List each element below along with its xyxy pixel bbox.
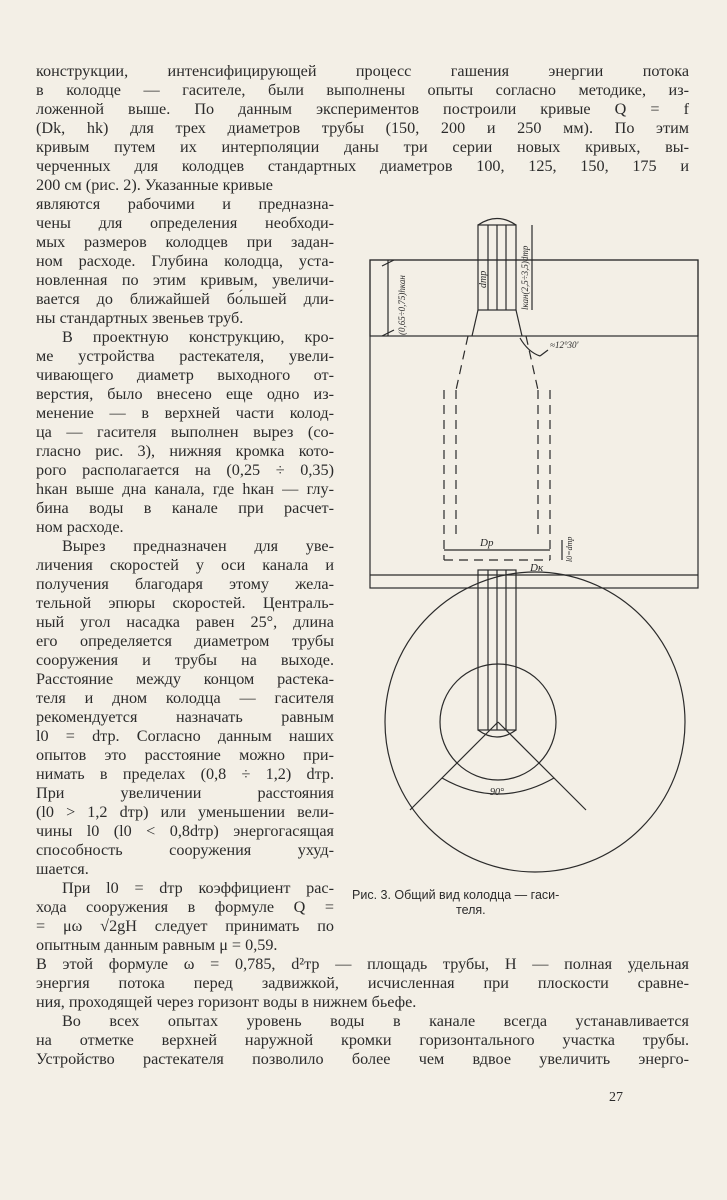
well-drawing (350, 210, 720, 880)
text-line: хода сооружения в формуле Q = (36, 898, 334, 916)
text-line: рекомендуется назначать равным (36, 708, 334, 726)
angle-90-label: 90° (490, 787, 504, 798)
text-line: опытов это расстояние можно при- (36, 746, 334, 764)
text-line: ны стандартных звеньев труб. (36, 309, 244, 327)
text-line: являются рабочими и предназна- (36, 195, 334, 213)
text-line: = μω √2gH следует принимать по (36, 917, 334, 935)
text-line: личения скоростей у оси канала и (36, 556, 334, 574)
text-line: сооружения и трубы на выходе. (36, 651, 334, 669)
text-line: верстия, было внесено еще одно из- (36, 385, 334, 403)
text-line: чины l0 (l0 < 0,8dтр) энергогасящая (36, 822, 334, 840)
text-line: кривым путем их интерполяции даны три серии новых кривых, вы- (36, 138, 689, 156)
right-dim-label: lкан(2,5÷3,5)dтр (520, 245, 530, 310)
text-line: вается до ближайшей бо́льшей дли- (36, 290, 334, 308)
text-line: его определяется диаметром трубы (36, 632, 334, 650)
text-line: В этой формуле ω = 0,785, d²тр — площадь трубы, H — полная удельная (36, 955, 689, 973)
figure-3-well-diagram (350, 210, 720, 880)
text-line: в колодце — гасителе, были выполнены опыты согласно методике, из- (36, 81, 689, 99)
text-line: бина воды в канале при расчет- (36, 499, 334, 517)
text-line: рого располагается на (0,25 ÷ 0,35) (36, 461, 334, 479)
text-line: чивающего диаметр выходного от- (36, 366, 334, 384)
text-line: на отметке верхней наружной кромки горизонтального участка трубы. (36, 1031, 689, 1049)
caption-line: теля. (456, 903, 486, 917)
l0-label: l0=dтр (565, 536, 574, 562)
pipe-diameter-label: dтр (478, 270, 489, 288)
text-line: ный угол насадка равен 25°, длина (36, 613, 334, 631)
text-line: При увеличении расстояния (36, 784, 334, 802)
channel-outline (370, 260, 698, 588)
text-line: Вырез предназначен для уве- (62, 537, 334, 555)
text-line: способность сооружения ухуд- (36, 841, 334, 859)
angle-label: ≈12°30' (550, 340, 579, 350)
text-line: теля и дном колодца — гасителя (36, 689, 334, 707)
text-line: (Dk, hk) для трех диаметров трубы (150, 200 и 250 мм). По этим (36, 119, 689, 137)
text-line: новленная по этим кривым, увеличи- (36, 271, 334, 289)
text-line: опытным данным равным μ = 0,59. (36, 936, 278, 954)
figure-caption (352, 888, 622, 918)
text-line: ном расходе. Глубина колодца, уста- (36, 252, 334, 270)
text-line: энергия потока перед задвижкой, исчисленная при плоскости сравне- (36, 974, 689, 992)
text-line: Устройство растекателя позволило более чем вдвое увеличить энерго- (36, 1050, 689, 1068)
text-line: черченных для колодцев стандартных диаметров 100, 125, 150, 175 и (36, 157, 689, 175)
text-line: ме устройства растекателя, увели- (36, 347, 334, 365)
text-line: (l0 > 1,2 dтр) или уменьшении вели- (36, 803, 334, 821)
dk-label: Dк (530, 562, 544, 574)
text-line: менение — в верхней части колод- (36, 404, 334, 422)
text-line: мых размеров колодцев при задан- (36, 233, 334, 251)
text-line: 200 см (рис. 2). Указанные кривые (36, 176, 273, 194)
well-plan-outer-circle (385, 572, 685, 872)
top-block (370, 260, 698, 336)
text-line: ца — гасителя выполнен вырез (со- (36, 423, 334, 441)
text-line: hкан выше дна канала, где hкан — глу- (36, 480, 334, 498)
page-number: 27 (609, 1090, 623, 1105)
dp-label: Dр (480, 537, 494, 549)
text-line: тельной эпюры скоростей. Централь- (36, 594, 334, 612)
caption-line: Рис. 3. Общий вид колодца — гаси- (352, 888, 560, 902)
text-line: Во всех опытах уровень воды в канале всегда устанавливается (62, 1012, 689, 1030)
text-line: гласно рис. 3), нижняя кромка кото- (36, 442, 334, 460)
text-line: чены для определения необходи- (36, 214, 334, 232)
top-paragraph (36, 62, 689, 195)
text-line: ном расходе. (36, 518, 124, 536)
text-line: В проектную конструкцию, кро- (62, 328, 334, 346)
text-line: шается. (36, 860, 89, 878)
left-dim-label: (0,65÷0,75)hкан (397, 275, 407, 335)
text-line: l0 = dтр. Согласно данным наших (36, 727, 334, 745)
text-line: получения благодаря этому жела- (36, 575, 334, 593)
text-line: Расстояние между концом растека- (36, 670, 334, 688)
text-line: конструкции, интенсифицирующей процесс гашения энергии потока (36, 62, 689, 80)
text-line: ложенной выше. По данным экспериментов построили кривые Q = f (36, 100, 689, 118)
bottom-paragraph (36, 955, 689, 1069)
left-column-text (36, 195, 334, 955)
text-line: ния, проходящей через горизонт воды в нижнем бьефе. (36, 993, 417, 1011)
text-line: При l0 = dтр коэффициент рас- (62, 879, 334, 897)
text-line: нимать в пределах (0,8 ÷ 1,2) dтр. (36, 765, 334, 783)
